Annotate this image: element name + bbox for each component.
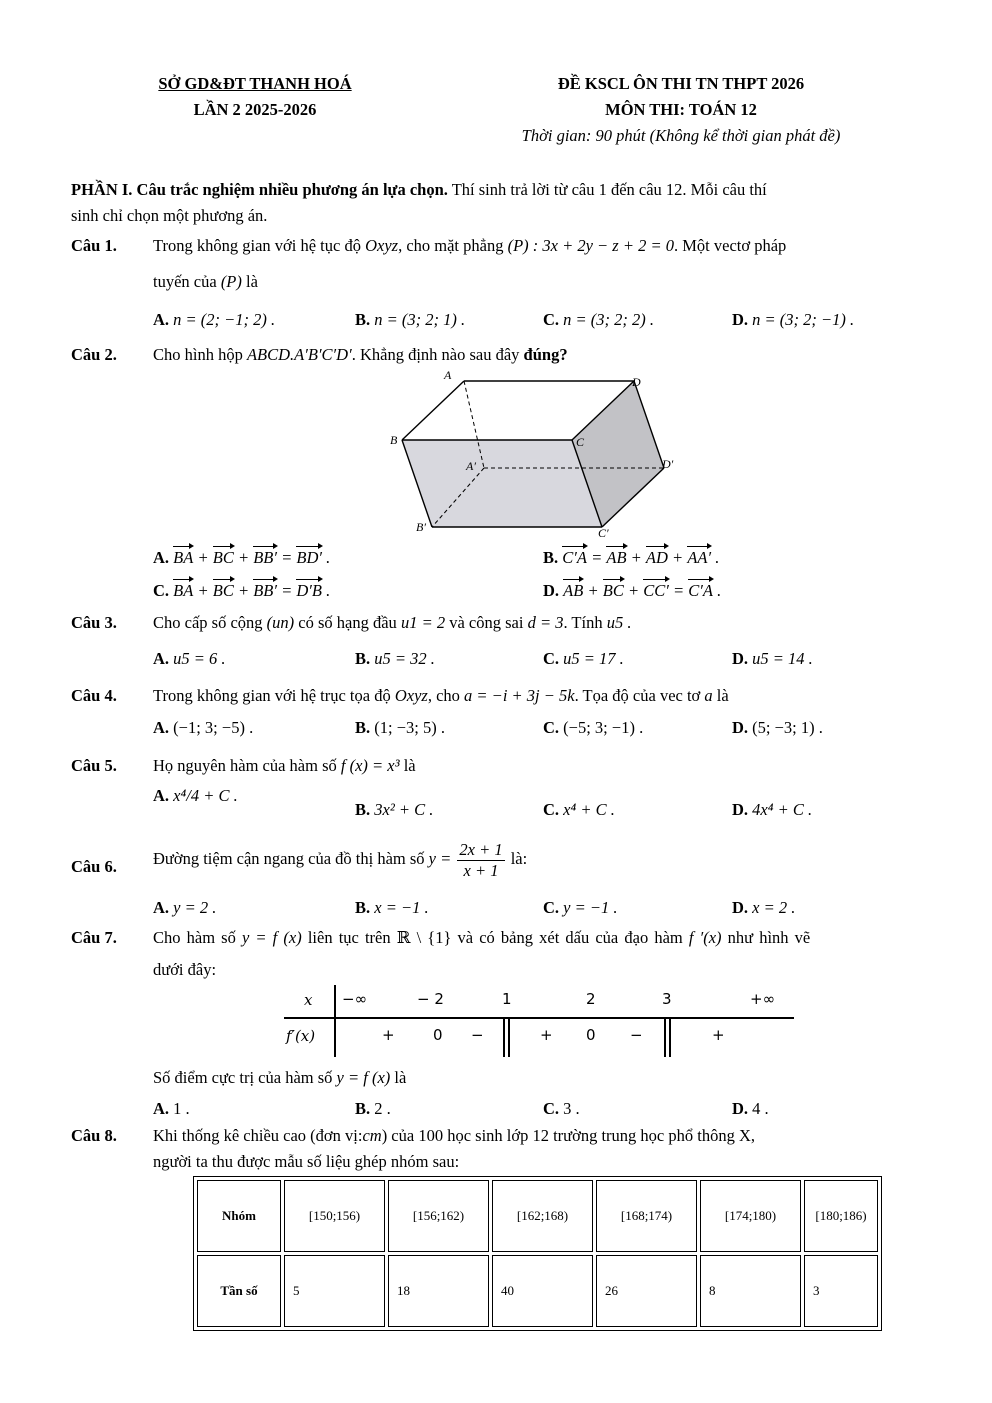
q3-option-a[interactable] <box>153 649 226 669</box>
x-value: 3 <box>662 990 672 1008</box>
q1-stem-line2 <box>153 272 258 292</box>
option-letter: D. <box>732 800 749 819</box>
q6-stem <box>153 840 527 881</box>
q2-stem <box>153 345 568 365</box>
q6-text-b: là: <box>510 849 528 869</box>
option-letter: C. <box>543 800 560 819</box>
group-cell: [162;168) <box>492 1180 593 1252</box>
option-text: 4 . <box>752 1099 769 1118</box>
q4-option-a[interactable] <box>153 718 253 738</box>
q1-option-c[interactable] <box>543 310 654 330</box>
q6-option-b[interactable] <box>355 898 429 918</box>
option-letter: A. <box>153 898 170 917</box>
group-cell: [150;156) <box>284 1180 385 1252</box>
sign-table <box>284 985 796 1060</box>
q3-sequence: (un) <box>266 613 295 632</box>
q3-text-c: và công sai <box>449 613 524 632</box>
option-letter: B. <box>355 718 371 737</box>
q5-option-d[interactable] <box>732 800 812 820</box>
q2-box-name: ABCD.A′B′C′D′ <box>246 345 352 364</box>
option-letter: C. <box>543 1099 560 1118</box>
sign: − <box>630 1026 643 1044</box>
parallelepiped-figure <box>380 368 690 543</box>
freq-cell: 3 <box>804 1255 878 1327</box>
part1-title: PHẦN I. Câu trắc nghiệm nhiều phương án lựa chọn. <box>71 180 448 199</box>
option-letter: B. <box>355 898 371 917</box>
option-text: x⁴/4 + C . <box>173 786 238 805</box>
group-cell: [156;162) <box>388 1180 489 1252</box>
exam-title: ĐỀ KSCL ÔN THI TN THPT 2026 <box>557 74 805 93</box>
option-text: x = −1 . <box>374 898 429 917</box>
q7-text-d: như hình vẽ <box>727 928 811 947</box>
q3-text-d: . Tính <box>563 613 603 632</box>
q7-question-end: là <box>394 1068 407 1087</box>
q8-text-c: người ta thu được mẫu số liệu ghép nhóm sau: <box>153 1152 460 1171</box>
q7-option-c[interactable] <box>543 1099 580 1119</box>
option-letter: D. <box>732 649 749 668</box>
option-text: y = 2 . <box>173 898 217 917</box>
vertex-d1: D′ <box>662 457 674 471</box>
exam-time: Thời gian: 90 phút (Không kể thời gian phát đề) <box>521 126 841 145</box>
option-text: u5 = 17 . <box>563 649 624 668</box>
vertex-b: B <box>390 433 398 447</box>
q4-vector-a: a <box>704 686 713 705</box>
q2-text-a: Cho hình hộp <box>153 345 243 364</box>
q7-question-text: Số điểm cực trị của hàm số <box>153 1068 333 1087</box>
option-letter: B. <box>355 310 371 329</box>
option-text: y = −1 . <box>563 898 618 917</box>
option-text: 3x² + C . <box>374 800 434 819</box>
option-letter: C. <box>543 310 560 329</box>
option-letter: A. <box>153 1099 170 1118</box>
q7-option-b[interactable] <box>355 1099 391 1119</box>
option-letter: B. <box>355 1099 371 1118</box>
q3-number: Câu 3. <box>71 613 117 632</box>
option-letter: D. <box>732 718 749 737</box>
q7-question <box>153 1068 406 1088</box>
q1-text-a: Trong không gian với hệ tục độ <box>153 236 361 255</box>
q7-number: Câu 7. <box>71 928 117 947</box>
q2-option-a[interactable]: A. BA + BC + BB′ = BD′ . <box>153 548 331 567</box>
q7-derivative: f ′(x) <box>688 928 722 947</box>
q3-text-a: Cho cấp số cộng <box>153 613 263 632</box>
part1-instruction-a: Thí sinh trả lời từ câu 1 đến câu 12. Mỗi câu thí <box>447 180 767 199</box>
q3-stem <box>153 613 631 633</box>
option-letter: B. <box>355 649 371 668</box>
x-value: 2 <box>586 990 596 1008</box>
freq-cell: 5 <box>284 1255 385 1327</box>
q6-numerator: 2x + 1 <box>459 840 503 859</box>
option-letter: A. <box>153 310 170 329</box>
q7-domain: ℝ \ {1} <box>396 928 452 947</box>
q5-option-c[interactable] <box>543 800 615 820</box>
group-cell: [180;186) <box>804 1180 878 1252</box>
q1-option-d[interactable] <box>732 310 854 330</box>
freq-cell: 40 <box>492 1255 593 1327</box>
q2-option-c[interactable]: C. BA + BC + BB′ = D′B . <box>153 581 331 600</box>
vertex-c1: C′ <box>598 526 609 540</box>
q3-option-c[interactable] <box>543 649 624 669</box>
q8-text-a: Khi thống kê chiều cao (đơn vị: <box>153 1126 363 1145</box>
q5-text-b: là <box>403 756 416 775</box>
q1-text-c: . Một vectơ pháp <box>674 236 787 255</box>
q5-text-a: Họ nguyên hàm của hàm số <box>153 756 337 775</box>
edge-ab <box>402 381 464 440</box>
exam-subject: MÔN THI: TOÁN 12 <box>605 100 757 119</box>
option-letter: D. <box>732 1099 749 1118</box>
q4-text-b: , cho <box>427 686 460 705</box>
freq-cell: 26 <box>596 1255 697 1327</box>
q3-target: u5 . <box>606 613 632 632</box>
q6-denominator: x + 1 <box>463 860 499 880</box>
q5-number: Câu 5. <box>71 756 117 775</box>
q4-stem <box>153 686 729 706</box>
q5-function: f (x) = x³ <box>340 756 400 775</box>
part1-instruction-b: sinh chỉ chọn một phương án. <box>71 206 268 225</box>
freq-cell: 8 <box>700 1255 801 1327</box>
q7-text-e: dưới đây: <box>153 960 217 979</box>
option-letter: D. <box>732 898 749 917</box>
q1-option-b[interactable] <box>355 310 465 330</box>
q8-unit: cm <box>362 1126 382 1145</box>
option-text: x⁴ + C . <box>563 800 615 819</box>
q5-option-a[interactable] <box>153 786 238 806</box>
q4-vector-expression: a = −i + 3j − 5k <box>464 686 575 705</box>
option-letter: A. <box>153 786 170 805</box>
q1-text-d: tuyến của <box>153 272 217 291</box>
q1-text-e: là <box>246 272 258 291</box>
q2-option-b[interactable]: B. C′A = AB + AD + AA′ . <box>543 548 720 567</box>
option-text: u5 = 6 . <box>173 649 226 668</box>
option-text: n = (3; 2; 1) . <box>374 310 466 329</box>
q7-stem <box>153 928 923 948</box>
option-letter: B. <box>355 800 371 819</box>
option-text: (5; −3; 1) . <box>752 718 823 737</box>
vertex-b1: B′ <box>416 520 426 534</box>
table-header-cell: Tần số <box>197 1255 281 1327</box>
option-letter: B. <box>543 548 559 567</box>
option-text: 3 . <box>563 1099 580 1118</box>
q6-option-a[interactable] <box>153 898 216 918</box>
q3-option-d[interactable] <box>732 649 813 669</box>
q8-number: Câu 8. <box>71 1126 117 1145</box>
option-text: n = (3; 2; 2) . <box>563 310 655 329</box>
q7-text-a: Cho hàm số <box>153 928 236 947</box>
q3-option-b[interactable] <box>355 649 435 669</box>
fprime-label: f′(x) <box>286 1027 316 1045</box>
vertex-a: A <box>444 368 452 382</box>
option-letter: A. <box>153 718 170 737</box>
q1-oxyz: Oxyz <box>365 236 399 255</box>
q5-stem <box>153 756 416 776</box>
exam-round: LẦN 2 2025-2026 <box>193 100 317 119</box>
q7-text-b: liên tục trên <box>307 928 391 947</box>
q4-option-c[interactable] <box>543 718 643 738</box>
q8-stem <box>153 1126 755 1146</box>
table-header-cell: Nhóm <box>197 1180 281 1252</box>
q6-text-a: Đường tiệm cận ngang của đồ thị hàm số <box>153 849 425 869</box>
option-text: 1 . <box>173 1099 190 1118</box>
option-text: x = 2 . <box>752 898 796 917</box>
school-name: SỞ GD&ĐT THANH HOÁ <box>158 74 352 93</box>
x-value: 1 <box>502 990 512 1008</box>
q1-number: Câu 1. <box>71 236 117 255</box>
option-letter: C. <box>543 718 560 737</box>
option-letter: C. <box>543 649 560 668</box>
table-row <box>197 1255 878 1327</box>
q1-plane-p: (P) <box>220 272 242 291</box>
option-text: u5 = 32 . <box>374 649 435 668</box>
q6-number: Câu 6. <box>71 857 117 876</box>
q6-option-c[interactable] <box>543 898 618 918</box>
option-letter: A. <box>153 548 170 567</box>
option-text: (−5; 3; −1) . <box>563 718 644 737</box>
option-letter: D. <box>732 310 749 329</box>
group-cell: [174;180) <box>700 1180 801 1252</box>
q7-function-2: y = f (x) <box>336 1068 391 1087</box>
option-letter: C. <box>543 898 560 917</box>
q4-text-d: là <box>716 686 729 705</box>
option-text: (−1; 3; −5) . <box>173 718 254 737</box>
option-text: u5 = 14 . <box>752 649 813 668</box>
vertex-d: D <box>632 375 641 389</box>
vertex-a1: A′ <box>466 459 476 473</box>
q4-number: Câu 4. <box>71 686 117 705</box>
table-row <box>197 1180 878 1252</box>
q2-number: Câu 2. <box>71 345 117 364</box>
sign: + <box>540 1026 553 1044</box>
q6-fraction <box>457 840 504 881</box>
part1-intro <box>71 180 767 200</box>
sign: + <box>382 1026 395 1044</box>
front-face <box>402 440 602 527</box>
q7-option-a[interactable] <box>153 1099 190 1119</box>
group-cell: [168;174) <box>596 1180 697 1252</box>
q4-option-b[interactable] <box>355 718 445 738</box>
sign: − <box>471 1026 484 1044</box>
option-text: n = (3; 2; −1) . <box>752 310 855 329</box>
q3-common-difference: d = 3 <box>527 613 564 632</box>
frequency-table <box>193 1176 882 1331</box>
q1-plane-equation: (P) : 3x + 2y − z + 2 = 0 <box>507 236 674 255</box>
option-letter: C. <box>153 581 170 600</box>
option-letter: D. <box>543 581 560 600</box>
q8-text-b: ) của 100 học sinh lớp 12 trường trung học phổ thông X, <box>381 1126 755 1145</box>
q4-text-a: Trong không gian với hệ trục tọa độ <box>153 686 391 705</box>
q5-option-b[interactable] <box>355 800 433 820</box>
q1-stem <box>153 236 786 256</box>
option-text: 4x⁴ + C . <box>752 800 813 819</box>
q4-oxyz: Oxyz <box>394 686 428 705</box>
freq-cell: 18 <box>388 1255 489 1327</box>
x-value: −∞ <box>342 990 368 1008</box>
q1-text-b: , cho mặt phẳng <box>398 236 504 255</box>
q7-option-d[interactable] <box>732 1099 769 1119</box>
option-text: 2 . <box>374 1099 391 1118</box>
option-text: (1; −3; 5) . <box>374 718 445 737</box>
sign: + <box>712 1026 725 1044</box>
q2-option-d[interactable]: D. AB + BC + CC′ = C′A . <box>543 581 722 600</box>
q7-function: y = f (x) <box>241 928 302 947</box>
q2-bold: đúng? <box>523 345 568 364</box>
x-value: +∞ <box>750 990 776 1008</box>
q4-option-d[interactable] <box>732 718 823 738</box>
q6-option-d[interactable] <box>732 898 795 918</box>
q1-option-a[interactable] <box>153 310 275 330</box>
option-text: n = (2; −1; 2) . <box>173 310 276 329</box>
q3-text-b: có số hạng đầu <box>298 613 397 632</box>
q6-y: y = <box>428 849 452 869</box>
q2-text-b: . Khẳng định nào sau đây <box>351 345 520 364</box>
q7-text-c: và có bảng xét dấu của đạo hàm <box>457 928 683 947</box>
q4-text-c: . Tọa độ của vec tơ <box>574 686 701 705</box>
sign: 0 <box>586 1026 596 1044</box>
q3-first-term: u1 = 2 <box>400 613 446 632</box>
vertex-c: C <box>576 435 585 449</box>
x-label: x <box>304 991 313 1009</box>
x-value: − 2 <box>417 990 444 1008</box>
sign: 0 <box>433 1026 443 1044</box>
option-letter: A. <box>153 649 170 668</box>
